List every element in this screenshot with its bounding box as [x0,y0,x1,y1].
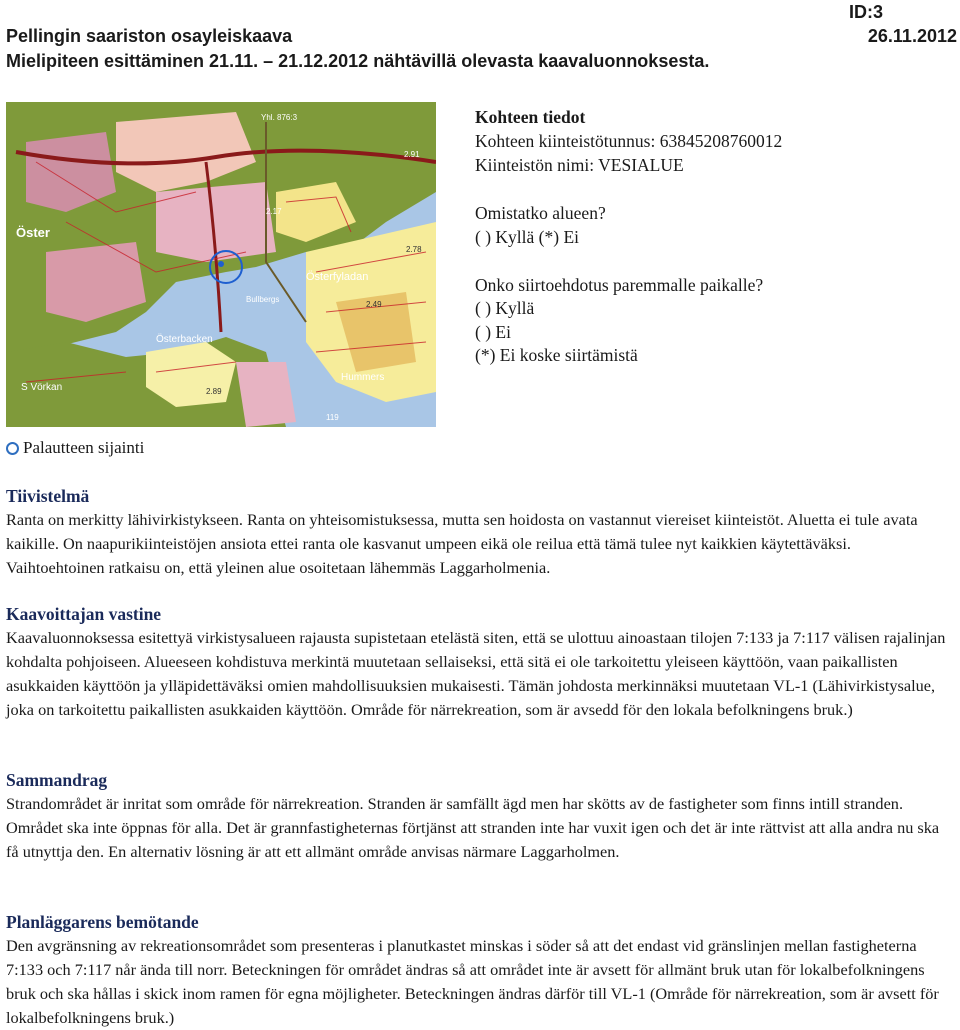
owner-question: Omistatko alueen? [475,203,606,223]
sammandrag-section [6,768,951,864]
map-label: 2.17 [266,207,282,216]
planner-text: Den avgränsning av rekreationsområdet som presenteras i planutkastet minskas i söder så att det endast vid gränslinjen mellan fastigheterna 7:133 och 7:117 når ända till norr. Beteckningen för området ändras så att området inte är avsett för allmänt bruk utan för lokalbefolkningens bruk och ska hållas i skick inom ramen för egna möjligheter. Beteckningen ändras därför till VL-1 (Område för närrekreation, som är avsett för lokalbefolkningens bruk.) [6,936,939,1027]
plan-subtitle: Mielipiteen esittäminen 21.11. – 21.12.2012 nähtävillä olevasta kaavaluonnoksesta. [6,51,710,71]
owner-answer: ( ) Kyllä (*) Ei [475,227,579,247]
map-label: S Vörkan [21,382,63,393]
plan-title: Pellingin saariston osayleiskaava [6,26,293,46]
response-text: Kaavaluonnoksessa esitettyä virkistysalueen rajausta supistetaan etelästä siten, että se ulottuu ainoastaan tilojen 7:133 ja 7:117 välisen rajalinjan kohdalta pohjoiseen. Alueeseen kohdistuva merkintä muutetaan sellaiseksi, että sitä ei ole tarkoitettu yleiseen käyttöön, vaan paikallisten asukkaiden käyttöön ja ylläpidettäväksi omien mahdollisuuksien mukaisesti. Tämän johdosta merkinnäksi muutetaan VL-1 (Lähivirkistysalue, joka on tarkoitettu paikallisten asukkaiden käyttöön. Område för närrekreation, som är avsedd för den lokala befolkningens bruk.) [6,628,946,719]
map-label: 2.78 [406,245,422,254]
feedback-location [6,438,144,458]
map-label: Österbacken [156,334,213,345]
relocate-option-no: ( ) Ei [475,322,511,342]
response-heading: Kaavoittajan vastine [6,604,162,624]
map-label: Öster [16,225,50,240]
relocate-question: Onko siirtoehdotus paremmalle paikalle? [475,275,764,295]
map-label: Österfyladan [306,271,369,283]
info-heading: Kohteen tiedot [475,107,586,127]
map-label: Hummers [341,372,385,383]
map-label: 119 [326,413,339,422]
feedback-date: 26.11.2012 [867,26,957,46]
summary-text: Ranta on merkitty lähivirkistykseen. Ranta on yhteisomistuksessa, mutta sen hoidosta on vastannut viereiset kiinteistöt. Aluetta ei tule avata kaikille. On naapurikiinteistöjen ansiota ettei ranta ole kasvanut umpeen eikä ole reilua että tämä tulee nyt kaikkien käytettäväksi. Vaihtoehtoinen ratkaisu on, että yleinen alue osoitetaan lähemmäs Laggarholmenia. [6,510,918,577]
property-id: Kohteen kiinteistötunnus: 63845208760012 [475,131,783,151]
relocate-option-yes: ( ) Kyllä [475,298,535,318]
response-section [6,602,951,722]
summary-section [6,484,951,580]
map-label: 2.49 [366,300,382,309]
map-label: Yhl. 876:3 [261,113,298,122]
circle-icon [6,442,19,455]
zoning-map [6,102,436,427]
location-label: Palautteen sijainti [23,438,145,457]
map-label: Bullbergs [246,295,280,304]
planner-heading: Planläggarens bemötande [6,912,199,932]
map-label: 2.91 [404,150,420,159]
map-label: 2.89 [206,387,222,396]
planner-section [6,910,951,1030]
summary-heading: Tiivistelmä [6,486,90,506]
relocate-option-na: (*) Ei koske siirtämistä [475,345,638,365]
sammandrag-text: Strandområdet är inritat som område för närrekreation. Stranden är samfällt ägd men har skötts av de fastigheter som finns intill stranden. Området ska inte öppnas för alla. Det är grannfastigheternas förtjänst att stranden inte har vuxit igen och det är inte rättvist att alla andra nu ska få utnyttja den. En alternativ lösning är att ett allmänt område anvisas närmare Laggarholmen. [6,794,940,861]
sammandrag-heading: Sammandrag [6,770,108,790]
property-name: Kiinteistön nimi: VESIALUE [475,155,684,175]
feedback-id: ID:3 [848,2,883,22]
